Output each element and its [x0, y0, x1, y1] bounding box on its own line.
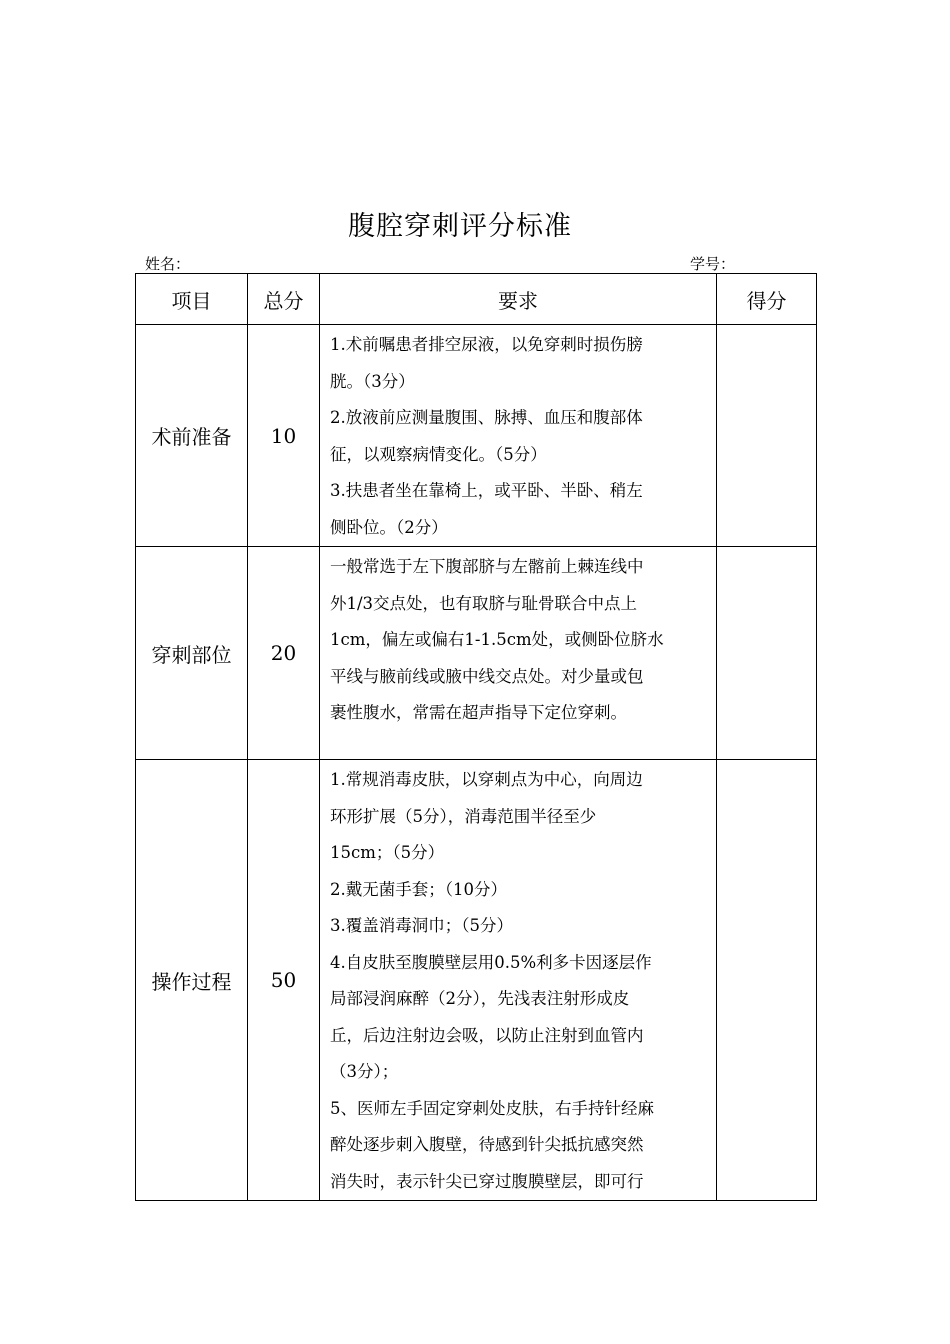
table-row: [136, 760, 817, 1201]
requirement-line: 1.常规消毒皮肤，以穿刺点为中心，向周边: [330, 770, 643, 789]
row-total: 50: [248, 760, 320, 1201]
table-row: [136, 325, 817, 547]
header-item: 项目: [136, 274, 248, 325]
row-score-cell[interactable]: [717, 760, 817, 1201]
requirement-line: 外1/3交点处，也有取脐与耻骨联合中点上: [330, 593, 638, 613]
requirement-line: 平线与腋前线或腋中线交点处。对少量或包: [330, 666, 644, 686]
requirement-line: 一般常选于左下腹部脐与左髂前上棘连线中: [330, 557, 644, 576]
requirement-line: 消失时，表示针尖已穿过腹膜壁层，即可行: [330, 1171, 644, 1191]
table-header-row: [136, 274, 817, 325]
name-label: 姓名：: [145, 255, 191, 273]
requirement-line: 环形扩展（5分），消毒范围半径至少: [330, 806, 597, 826]
table-row: [136, 547, 817, 760]
row-item: 操作过程: [136, 760, 248, 1201]
row-requirements: [320, 547, 717, 760]
requirement-line: 5、医师左手固定穿刺处皮肤，右手持针经麻: [330, 1098, 654, 1118]
row-total: 20: [248, 547, 320, 760]
requirement-line: 征，以观察病情变化。（5分）: [330, 444, 547, 464]
row-total: 10: [248, 325, 320, 547]
requirement-line: 1cm，偏左或偏右1-1.5cm处，或侧卧位脐水: [330, 630, 664, 649]
requirement-line: 侧卧位。（2分）: [330, 517, 448, 537]
requirement-line: 3.扶患者坐在靠椅上，或平卧、半卧、稍左: [330, 481, 643, 500]
row-score-cell[interactable]: [717, 325, 817, 547]
header-total: 总分: [248, 274, 320, 325]
row-requirements: [320, 325, 717, 547]
header-requirements: 要求: [320, 274, 717, 325]
row-score-cell[interactable]: [717, 547, 817, 760]
row-requirements: [320, 760, 717, 1201]
requirement-line: 3.覆盖消毒洞巾；（5分）: [330, 916, 513, 935]
requirement-line: 胱。（3分）: [330, 371, 415, 391]
row-item: 穿刺部位: [136, 547, 248, 760]
header-score: 得分: [717, 274, 817, 325]
student-id-label: 学号：: [690, 255, 736, 273]
requirement-line: 4.自皮肤至腹膜壁层用0.5%利多卡因逐层作: [330, 952, 652, 972]
page-title: 腹腔穿刺评分标准: [348, 211, 572, 242]
row-item: 术前准备: [136, 325, 248, 547]
requirement-line: 裹性腹水，常需在超声指导下定位穿刺。: [330, 703, 627, 722]
scoring-table: [135, 273, 817, 1201]
requirement-line: 1.术前嘱患者排空尿液，以免穿刺时损伤膀: [330, 335, 643, 354]
requirement-line: 醉处逐步刺入腹壁，待感到针尖抵抗感突然: [330, 1135, 644, 1154]
requirement-line: 15cm；（5分）: [330, 843, 445, 862]
requirement-line: 2.放液前应测量腹围、脉搏、血压和腹部体: [330, 408, 643, 427]
requirement-line: 丘，后边注射边会吸，以防止注射到血管内: [330, 1025, 644, 1045]
requirement-line: 局部浸润麻醉（2分），先浅表注射形成皮: [330, 989, 630, 1008]
requirement-line: 2.戴无菌手套；（10分）: [330, 879, 507, 899]
requirement-line: （3分）；: [330, 1062, 399, 1081]
